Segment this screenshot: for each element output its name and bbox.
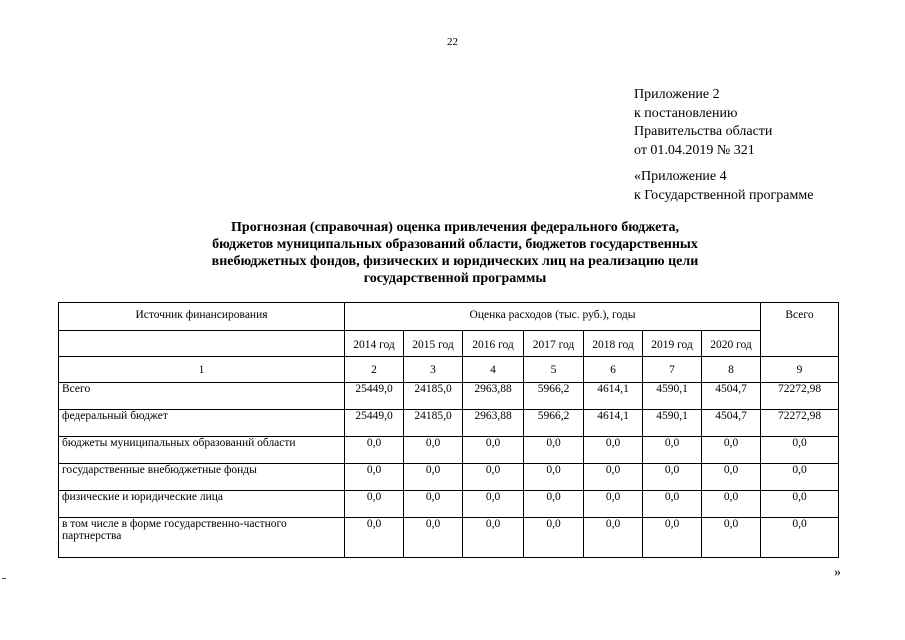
value-cell: 0,0 [524, 491, 584, 518]
value-cell: 0,0 [463, 518, 524, 558]
value-cell: 0,0 [345, 491, 404, 518]
appendix-line: Приложение 2 [634, 87, 720, 102]
column-number: 9 [761, 357, 839, 383]
page-number: 22 [447, 36, 458, 48]
column-number: 5 [524, 357, 584, 383]
appendix-sub-line: к Государственной программе [634, 187, 814, 203]
row-label: физические и юридические лица [59, 491, 345, 518]
financing-table [58, 302, 839, 558]
value-cell: 0,0 [345, 464, 404, 491]
appendix-sub-header [634, 168, 813, 205]
title-line: бюджетов муниципальных образований области, бюджетов государственных [212, 237, 698, 252]
value-cell: 0,0 [463, 437, 524, 464]
value-cell: 0,0 [404, 437, 463, 464]
appendix-sub-line: «Приложение 4 [634, 169, 727, 184]
value-cell: 0,0 [702, 491, 761, 518]
row-label: государственные внебюджетные фонды [59, 464, 345, 491]
value-cell: 0,0 [463, 491, 524, 518]
value-cell: 0,0 [345, 437, 404, 464]
value-cell: 25449,0 [345, 410, 404, 437]
value-cell: 0,0 [584, 464, 643, 491]
value-cell: 0,0 [643, 518, 702, 558]
year-header: 2014 год [345, 331, 404, 357]
value-cell: 0,0 [524, 518, 584, 558]
value-cell: 0,0 [643, 437, 702, 464]
total-cell: 0,0 [761, 464, 839, 491]
total-cell: 0,0 [761, 491, 839, 518]
appendix-header [634, 86, 772, 160]
year-header: 2019 год [643, 331, 702, 357]
table-row [59, 437, 839, 464]
document-title [120, 219, 790, 287]
value-cell: 0,0 [702, 518, 761, 558]
value-cell: 24185,0 [404, 410, 463, 437]
source-header: Источник финансирования [59, 303, 345, 331]
value-cell: 24185,0 [404, 383, 463, 410]
value-cell: 0,0 [404, 491, 463, 518]
value-cell: 0,0 [524, 464, 584, 491]
appendix-line: к постановлению [634, 105, 738, 121]
value-cell: 0,0 [702, 464, 761, 491]
total-cell: 72272,98 [761, 410, 839, 437]
table-row [59, 491, 839, 518]
column-number: 3 [404, 357, 463, 383]
value-cell: 4590,1 [643, 410, 702, 437]
value-cell: 0,0 [643, 491, 702, 518]
appendix-line: Правительства области [634, 124, 773, 139]
table-row [59, 410, 839, 437]
year-header: 2016 год [463, 331, 524, 357]
value-cell: 0,0 [463, 464, 524, 491]
value-cell: 4590,1 [643, 383, 702, 410]
year-header: 2017 год [524, 331, 584, 357]
row-label: Всего [59, 383, 345, 410]
value-cell: 25449,0 [345, 383, 404, 410]
title-line: Прогнозная (справочная) оценка привлечения федерального бюджета, [231, 220, 679, 235]
year-header: 2015 год [404, 331, 463, 357]
value-cell: 4614,1 [584, 410, 643, 437]
value-cell: 0,0 [404, 518, 463, 558]
row-label: бюджеты муниципальных образований области [59, 437, 345, 464]
value-cell: 0,0 [584, 518, 643, 558]
value-cell: 0,0 [702, 437, 761, 464]
table-row [59, 383, 839, 410]
total-cell: 72272,98 [761, 383, 839, 410]
year-header: 2018 год [584, 331, 643, 357]
value-cell: 2963,88 [463, 383, 524, 410]
year-header: 2020 год [702, 331, 761, 357]
value-cell: 4614,1 [584, 383, 643, 410]
value-cell: 4504,7 [702, 383, 761, 410]
value-cell: 0,0 [584, 437, 643, 464]
column-number: 7 [643, 357, 702, 383]
value-cell: 0,0 [524, 437, 584, 464]
closing-quote-mark: » [834, 565, 841, 580]
title-line: внебюджетных фондов, физических и юридических лиц на реализацию цели [211, 254, 699, 269]
margin-tick-mark [2, 578, 6, 579]
title-line: государственной программы [363, 271, 547, 286]
header-blank-cell [59, 331, 345, 357]
total-cell: 0,0 [761, 437, 839, 464]
appendix-line: от 01.04.2019 № 321 [634, 142, 755, 158]
column-number: 2 [345, 357, 404, 383]
value-cell: 5966,2 [524, 383, 584, 410]
value-cell: 0,0 [643, 464, 702, 491]
value-cell: 0,0 [345, 518, 404, 558]
total-cell: 0,0 [761, 518, 839, 558]
estimate-header: Оценка расходов (тыс. руб.), годы [345, 303, 761, 331]
row-label: федеральный бюджет [59, 410, 345, 437]
value-cell: 4504,7 [702, 410, 761, 437]
value-cell: 2963,88 [463, 410, 524, 437]
value-cell: 0,0 [584, 491, 643, 518]
row-label: в том числе в форме государственно-частного партнерства [59, 518, 345, 558]
table-row [59, 518, 839, 558]
column-number: 1 [59, 357, 345, 383]
table-row [59, 464, 839, 491]
total-header: Всего [761, 303, 839, 357]
column-number: 8 [702, 357, 761, 383]
column-number: 6 [584, 357, 643, 383]
column-number: 4 [463, 357, 524, 383]
value-cell: 5966,2 [524, 410, 584, 437]
value-cell: 0,0 [404, 464, 463, 491]
